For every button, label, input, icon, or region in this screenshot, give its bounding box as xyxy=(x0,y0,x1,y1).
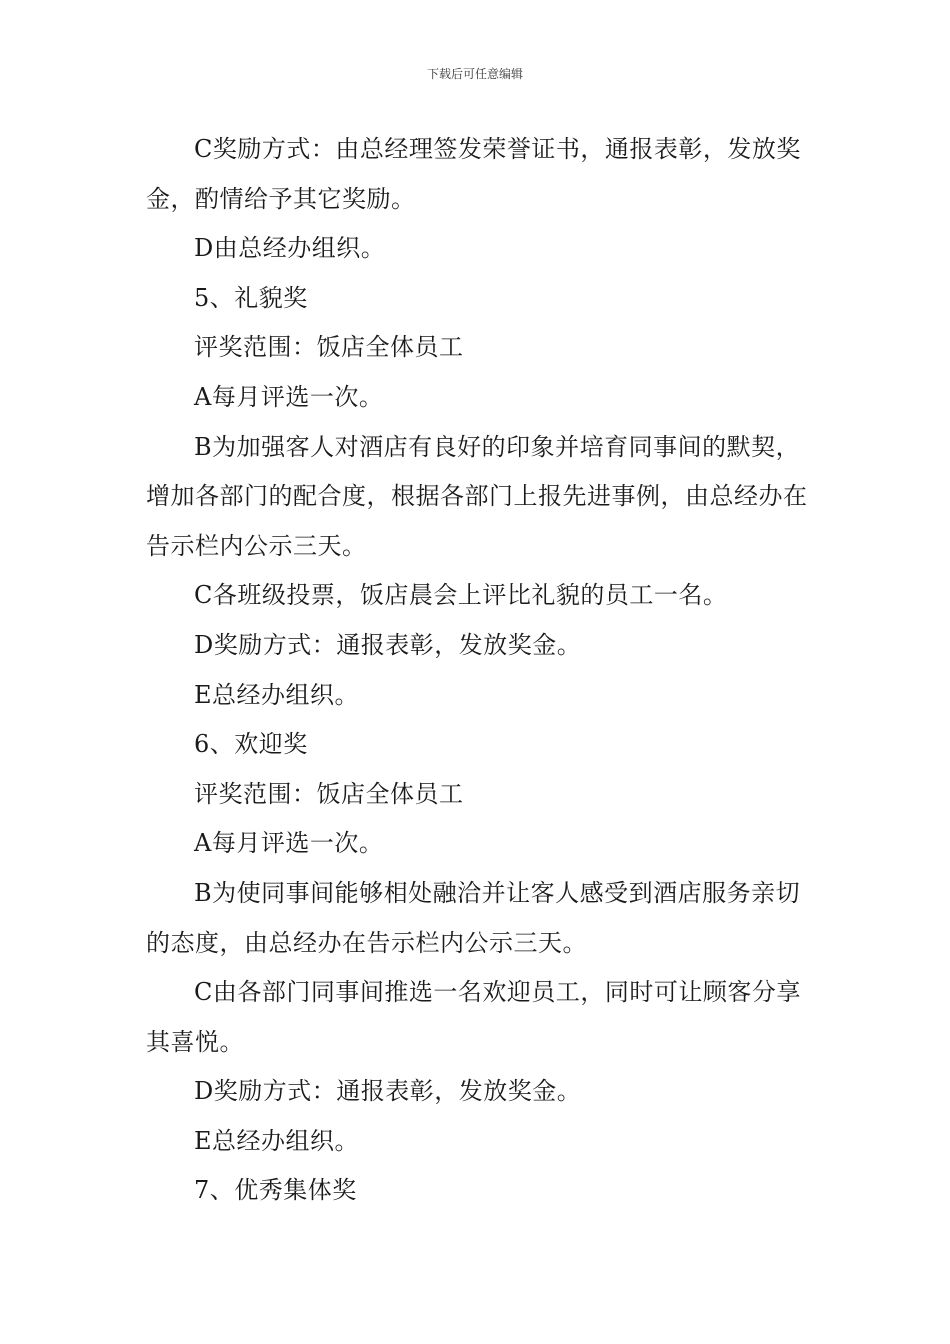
paragraph-c: C各班级投票，饭店晨会上评比礼貌的员工一名。 xyxy=(194,581,728,610)
paragraph-d-organizer: D由总经办组织。 xyxy=(194,234,386,263)
section-heading-courtesy-award: 5、礼貌奖 xyxy=(194,283,308,312)
paragraph-e: E总经办组织。 xyxy=(194,680,360,709)
paragraph-e: E总经办组织。 xyxy=(194,1126,360,1155)
document-body xyxy=(146,125,816,1216)
paragraph-b: B为使同事间能够相处融洽并让客人感受到酒店服务亲切的态度，由总经办在告示栏内公示三天。 xyxy=(146,878,801,957)
page-header: 下载后可任意编辑 xyxy=(426,67,523,81)
section-heading-welcome-award: 6、欢迎奖 xyxy=(194,730,308,759)
paragraph-scope: 评奖范围：饭店全体员工 xyxy=(194,779,464,808)
section-heading-excellent-team-award: 7、优秀集体奖 xyxy=(194,1176,357,1205)
paragraph-a: A每月评选一次。 xyxy=(194,829,384,858)
paragraph-a: A每月评选一次。 xyxy=(194,382,384,411)
paragraph-scope: 评奖范围：饭店全体员工 xyxy=(194,333,464,362)
paragraph-c: C由各部门同事间推选一名欢迎员工，同时可让顾客分享其喜悦。 xyxy=(146,978,801,1056)
paragraph-c-reward-method: C奖励方式：由总经理签发荣誉证书，通报表彰，发放奖金，酌情给予其它奖励。 xyxy=(146,135,801,213)
paragraph-b: B为加强客人对酒店有良好的印象并培育同事间的默契，增加各部门的配合度，根据各部门上报先进事例，由总经办在告示栏内公示三天。 xyxy=(146,432,808,560)
paragraph-d: D奖励方式：通报表彰，发放奖金。 xyxy=(194,1077,582,1106)
paragraph-d: D奖励方式：通报表彰，发放奖金。 xyxy=(194,630,582,659)
